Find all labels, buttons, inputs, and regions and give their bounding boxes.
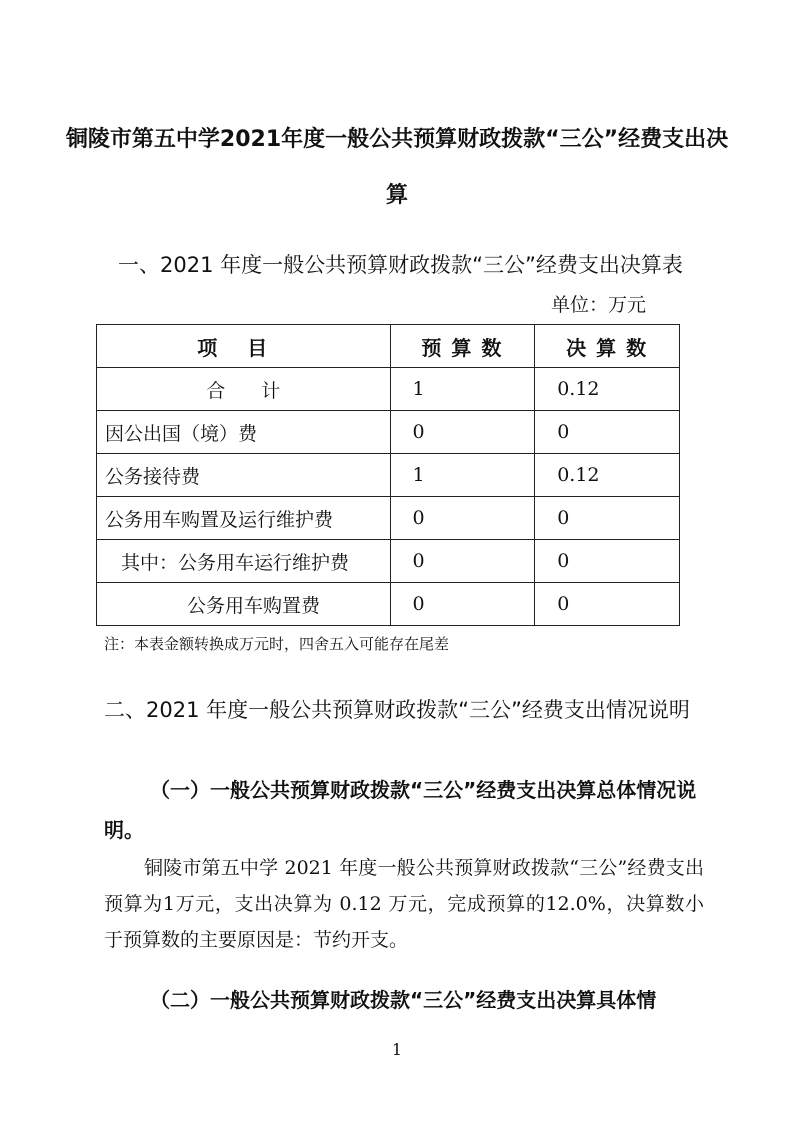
row-budget-value: 1 (390, 368, 535, 411)
table-row (97, 497, 680, 540)
section-1-heading: 一、2021 年度一般公共预算财政拨款“三公”经费支出决算表 (118, 253, 683, 277)
row-budget-value: 0 (390, 497, 535, 540)
page-title: 铜陵市第五中学2021年度一般公共预算财政拨款“三公”经费支出决算 (65, 127, 729, 208)
row-actual-value: 0 (535, 411, 680, 454)
row-item-label: 公务接待费 (97, 454, 391, 497)
table-header-row (97, 325, 680, 368)
row-item-label: 合计 (97, 368, 391, 411)
row-actual-value: 0 (535, 583, 680, 626)
table-row (97, 540, 680, 583)
table-note: 注：本表金额转换成万元时，四舍五入可能存在尾差 (104, 635, 450, 653)
row-item-label: 公务用车购置费 (97, 583, 391, 626)
header-budget: 预算数 (390, 325, 535, 368)
table-row (97, 411, 680, 454)
row-budget-value: 0 (390, 411, 535, 454)
body-paragraph: 铜陵市第五中学 2021 年度一般公共预算财政拨款“三公”经费支出预算为1万元，支出决算为 0.12 万元，完成预算的12.0%，决算数小于预算数的主要原因是：节约开支。 (104, 857, 704, 951)
row-actual-value: 0 (535, 497, 680, 540)
table-row (97, 368, 680, 411)
subsection-1-heading: （一）一般公共预算财政拨款“三公”经费支出决算总体情况说明。 (104, 778, 697, 842)
row-budget-value: 0 (390, 583, 535, 626)
section-2-heading: 二、2021 年度一般公共预算财政拨款“三公”经费支出情况说明 (104, 698, 690, 722)
subsection-2-heading: （二）一般公共预算财政拨款“三公”经费支出决算具体情 (150, 988, 657, 1012)
table-row (97, 454, 680, 497)
row-item-label: 其中：公务用车运行维护费 (97, 540, 391, 583)
row-actual-value: 0.12 (535, 454, 680, 497)
row-item-label: 公务用车购置及运行维护费 (97, 497, 391, 540)
header-item: 项目 (97, 325, 391, 368)
table-row (97, 583, 680, 626)
header-actual: 决算数 (535, 325, 680, 368)
row-budget-value: 1 (390, 454, 535, 497)
unit-label: 单位：万元 (551, 294, 647, 316)
row-item-label: 因公出国（境）费 (97, 411, 391, 454)
page-number: 1 (391, 1040, 403, 1059)
row-budget-value: 0 (390, 540, 535, 583)
row-actual-value: 0 (535, 540, 680, 583)
expenditure-table (96, 324, 680, 626)
row-actual-value: 0.12 (535, 368, 680, 411)
